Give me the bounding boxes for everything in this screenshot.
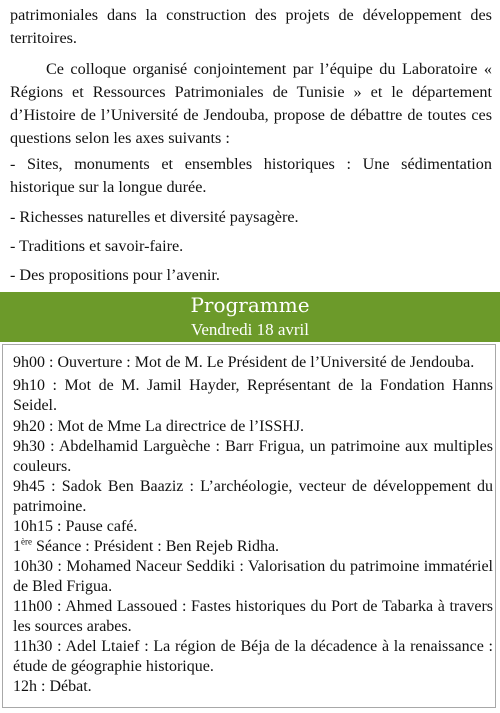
axis-item-2: - Richesses naturelles et diversité paysagère. xyxy=(10,208,299,226)
seance-number: 1 xyxy=(13,538,21,555)
program-item: 11h00 : Ahmed Lassoued : Fastes historiques du Port de Tabarka à travers les sources arabes. xyxy=(13,598,493,635)
program-item: 9h45 : Sadok Ben Baaziz : L’archéologie, vecteur de développement du patrimoine. xyxy=(13,478,493,515)
program-item-seance xyxy=(13,537,493,557)
program-item: 9h30 : Abdelhamid Larguèche : Barr Frigua, un patrimoine aux multiples couleurs. xyxy=(13,438,493,475)
axis-item-1: - Sites, monuments et ensembles historiques : Une sédimentation historique sur la longue durée. xyxy=(10,155,492,196)
program-item: 10h15 : Pause café. xyxy=(13,518,138,535)
seance-text: Séance : Président : Ben Rejeb Ridha. xyxy=(32,538,280,555)
program-item: 10h30 : Mohamed Naceur Seddiki : Valorisation du patrimoine immatériel de Bled Frigua. xyxy=(13,558,493,595)
intro-paragraph: Ce colloque organisé conjointement par l’équipe du Laboratoire « Régions et Ressources Patrimoniales de Tunisie » et le département d’Histoire de l’Université de Jendouba, propose de débattre de toutes ces questions selon les axes suivants : xyxy=(10,60,492,147)
program-item: 9h20 : Mot de Mme La directrice de l’ISSHJ. xyxy=(13,418,305,435)
programme-list xyxy=(2,344,496,708)
intro-section xyxy=(0,0,500,292)
program-item: 9h00 : Ouverture : Mot de M. Le Président de l’Université de Jendouba. xyxy=(13,354,475,371)
program-item: 12h : Débat. xyxy=(13,678,92,695)
program-item: 11h30 : Adel Ltaief : La région de Béja de la décadence à la renaissance : étude de géographie historique. xyxy=(13,638,493,675)
program-item: 9h10 : Mot de M. Jamil Hayder, Représentant de la Fondation Hanns Seidel. xyxy=(13,377,493,414)
axis-item-3: - Traditions et savoir-faire. xyxy=(10,237,184,255)
programme-title: Programme xyxy=(190,293,310,317)
axis-item-4: - Des propositions pour l’avenir. xyxy=(10,266,220,284)
programme-date: Vendredi 18 avril xyxy=(190,320,310,339)
seance-superscript: ère xyxy=(21,536,32,547)
intro-line-cont: patrimoniales dans la construction des projets de développement des territoires. xyxy=(10,6,492,47)
